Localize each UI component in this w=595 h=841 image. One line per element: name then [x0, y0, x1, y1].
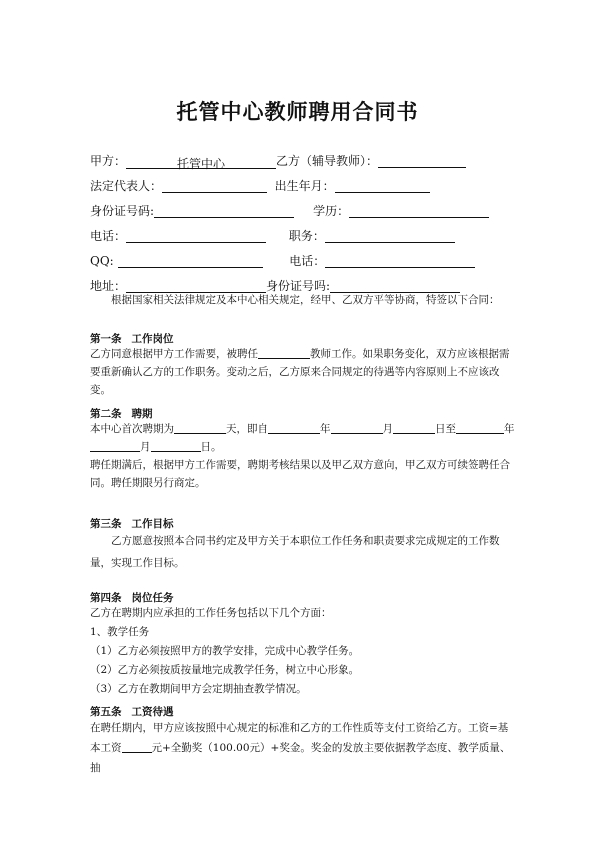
article-1-text-b: 教师工作。如果职务变化，双方应该根据需要重新确认乙方的工作职务。变动之后，乙方原来合同规定的待遇等内容原则上不应该改变。	[90, 348, 510, 396]
article-5-body	[90, 718, 518, 778]
article-4-number: 第四条	[90, 592, 122, 604]
row-id-edu	[90, 202, 489, 219]
birth-label: 出生年月：	[274, 179, 335, 193]
party-b-field[interactable]	[378, 154, 466, 168]
birth-field[interactable]	[335, 179, 430, 193]
task-item-1: （1）乙方必须按照甲方的教学安排，完成中心教学任务。	[90, 645, 360, 657]
article-5-heading	[90, 704, 174, 719]
term-text-f: 年	[504, 423, 515, 435]
id-field-a[interactable]	[154, 204, 294, 218]
id-label-a: 身份证号码:	[90, 204, 155, 218]
task-item-2: （2）乙方必须按质按量地完成教学任务，树立中心形象。	[90, 664, 360, 676]
task-item-3: （3）乙方在教期间甲方会定期抽查教学情况。	[90, 683, 307, 695]
education-field[interactable]	[349, 204, 489, 218]
term-line	[90, 420, 518, 456]
intro-paragraph	[90, 291, 518, 309]
end-year-blank[interactable]	[456, 422, 504, 434]
salary-text-b: 元+全勤奖（100.00元）+奖金。奖金的发放主要依据教学态度、教学质量、抽	[90, 742, 511, 774]
address-label: 地址：	[90, 279, 127, 293]
salary-text-a: 在聘任期内，甲方应该按照中心规定的标准和乙方的工作性质等支付工资给乙方。工资=基本工资	[90, 722, 509, 754]
article-5-number: 第五条	[90, 706, 122, 718]
id-label-b: 身份证号吗:	[266, 279, 331, 293]
article-1-number: 第一条	[90, 333, 122, 345]
article-4-intro: 乙方在聘期内应承担的工作任务包括以下几个方面：	[90, 607, 332, 619]
party-a-value: 托管中心	[177, 157, 226, 171]
phone-label-b: 电话：	[289, 254, 326, 268]
teaching-task-heading: 1、教学任务	[90, 626, 150, 638]
article-2-title: 聘期	[131, 408, 153, 420]
article-1-text-a: 乙方同意根据甲方工作需要，被聘任	[90, 348, 258, 360]
term-text-d: 月	[382, 423, 393, 435]
base-salary-blank[interactable]	[122, 741, 152, 753]
article-4-heading	[90, 590, 174, 605]
phone-field-b[interactable]	[325, 254, 475, 268]
end-month-blank[interactable]	[90, 440, 140, 452]
position-field[interactable]	[325, 229, 455, 243]
term-text-g: 月	[140, 441, 151, 453]
article-3-heading	[90, 516, 174, 531]
article-1-title: 工作岗位	[131, 333, 174, 345]
end-day-blank[interactable]	[151, 440, 201, 452]
term-text-c: 年	[320, 423, 331, 435]
row-party	[90, 152, 466, 169]
position-blank[interactable]	[258, 347, 310, 359]
term-text-b: 天，即自	[226, 423, 268, 435]
article-1-heading	[90, 331, 174, 346]
row-legal-rep	[90, 177, 430, 194]
article-2-number: 第二条	[90, 408, 122, 420]
phone-field-a[interactable]	[126, 229, 266, 243]
qq-label: QQ:	[90, 254, 114, 268]
article-3-title: 工作目标	[131, 518, 174, 530]
article-1-body	[90, 345, 518, 399]
position-label: 职务：	[288, 229, 325, 243]
row-phone-position	[90, 227, 455, 244]
article-2-body	[90, 420, 518, 492]
party-b-label: 乙方（辅导教师）：	[276, 154, 379, 168]
education-label: 学历：	[313, 204, 350, 218]
phone-label-a: 电话：	[90, 229, 127, 243]
start-day-blank[interactable]	[393, 422, 435, 434]
start-year-blank[interactable]	[268, 422, 320, 434]
term-days-blank[interactable]	[174, 422, 226, 434]
renewal-text: 聘任期满后，根据甲方工作需要，聘期考核结果以及甲乙双方意向，甲乙双方可续签聘任合同。聘任期限另行商定。	[90, 459, 510, 489]
party-a-label: 甲方：	[90, 154, 127, 168]
intro-text: 根据国家相关法律规定及本中心相关规定，经甲、乙双方平等协商，特签以下合同：	[111, 294, 500, 306]
article-3-number: 第三条	[90, 518, 122, 530]
row-qq-phone	[90, 252, 475, 269]
qq-field[interactable]	[118, 254, 263, 268]
term-text-e: 日至	[435, 423, 456, 435]
article-4-title: 岗位任务	[131, 592, 174, 604]
article-4-body	[90, 604, 518, 699]
article-2-heading	[90, 406, 153, 421]
term-text-h: 日。	[200, 441, 222, 453]
legal-rep-label: 法定代表人：	[90, 179, 163, 193]
article-3-body: 乙方愿意按照本合同书约定及甲方关于本职位工作任务和职责要求完成规定的工作数量，实现工作目标。	[90, 535, 500, 569]
start-month-blank[interactable]	[331, 422, 383, 434]
article-5-title: 工资待遇	[131, 706, 174, 718]
document-title: 托管中心教师聘用合同书	[176, 100, 419, 124]
legal-rep-field[interactable]	[162, 179, 267, 193]
term-text-a: 本中心首次聘期为	[90, 423, 174, 435]
party-a-field[interactable]	[126, 155, 276, 169]
